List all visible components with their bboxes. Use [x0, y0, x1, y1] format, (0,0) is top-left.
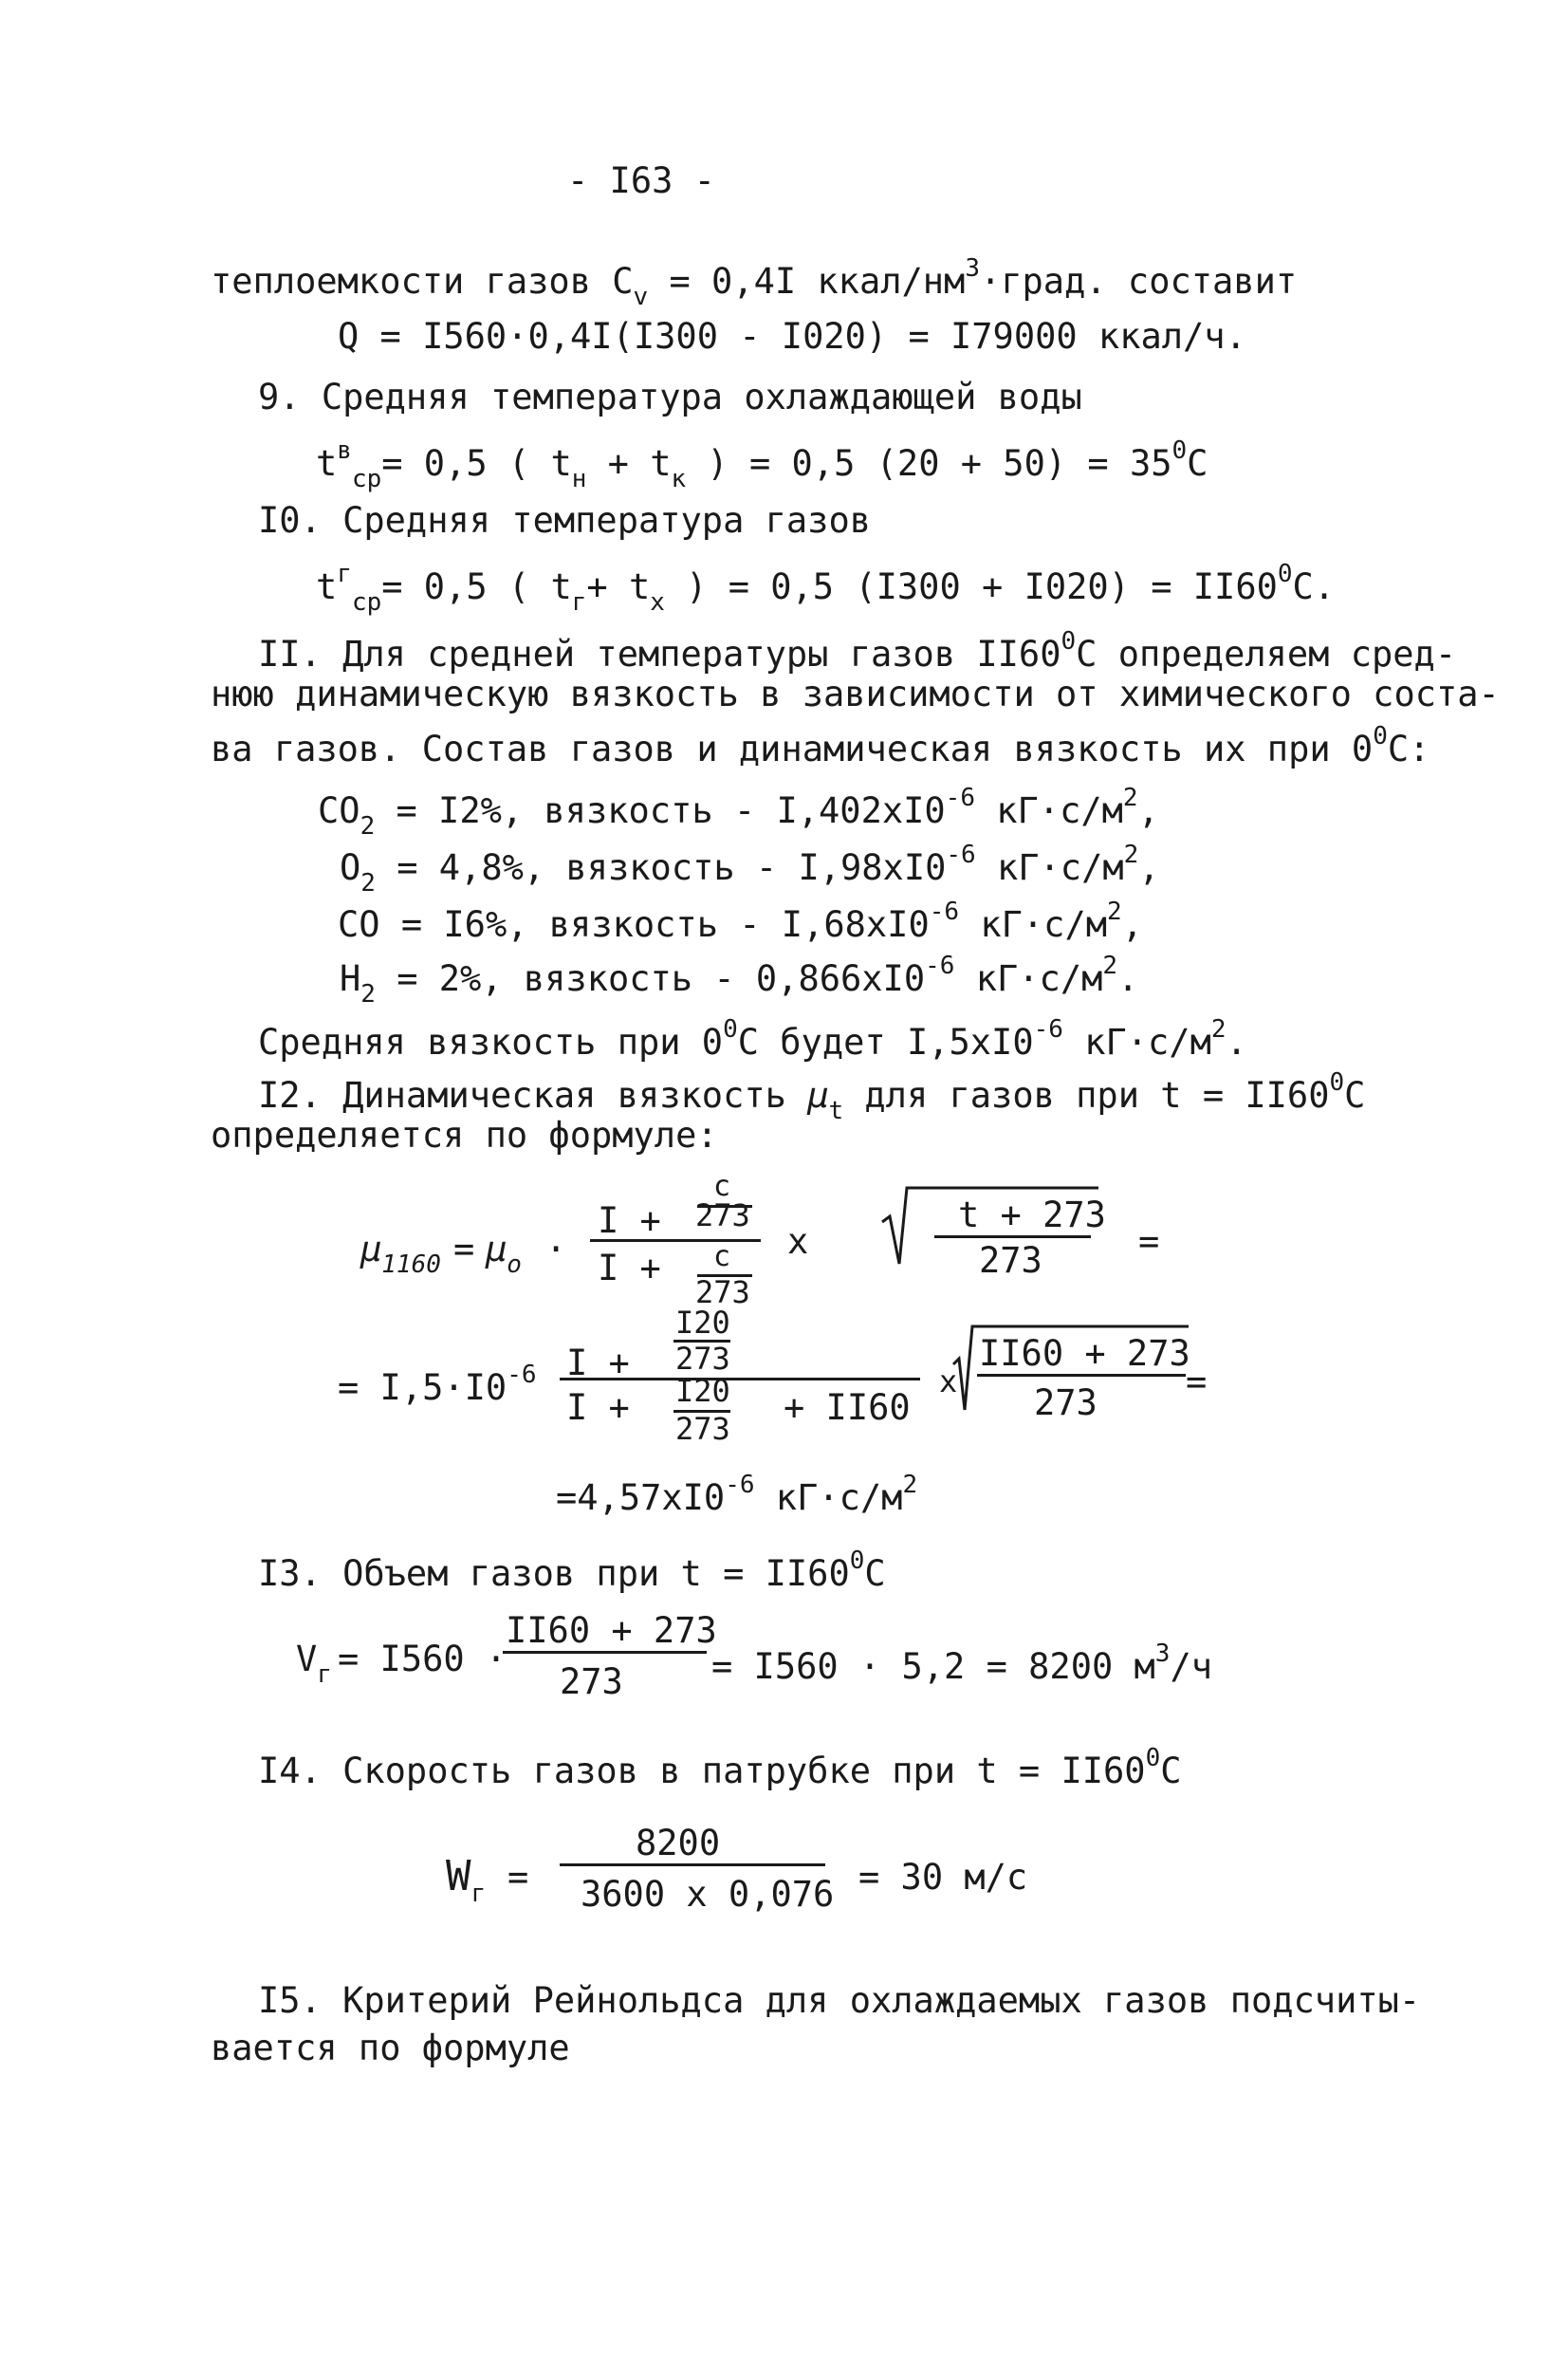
mu-symbol: μ: [360, 1229, 382, 1269]
f1-den-pre: I +: [598, 1248, 661, 1288]
gas-co2: [318, 786, 1159, 839]
superscript: -6: [507, 1361, 537, 1389]
superscript: 0: [723, 1015, 738, 1044]
superscript: 0: [1373, 722, 1388, 750]
text: = 0,4I ккал/нм: [648, 261, 966, 302]
formula-gas-temp: [316, 562, 1335, 615]
f2-rad-num: II60 + 273: [979, 1333, 1190, 1374]
text: ) = 0,5 (I300 + I020) = II60: [664, 566, 1278, 607]
superscript: -6: [925, 952, 955, 980]
text: С: [1344, 1075, 1366, 1116]
subscript: t: [828, 1097, 844, 1125]
f2-eq: =: [1186, 1362, 1208, 1402]
f1-main-bar: [590, 1239, 761, 1242]
f4-num: II60 + 273: [506, 1610, 717, 1651]
f2-den-273: 273: [675, 1411, 730, 1447]
text: кГ·с/м: [959, 904, 1107, 945]
item-10-heading: I0. Средняя температура газов: [258, 500, 872, 541]
subscript: н: [571, 465, 587, 493]
f5-eq: =: [507, 1857, 529, 1898]
item-15-line-2: вается по формуле: [211, 2028, 570, 2068]
subscript: к: [671, 465, 687, 493]
item-15-line-1: I5. Критерий Рейнольдса для охлаждаемых газов подсчиты-: [258, 1980, 1421, 2021]
page-number: - I63 -: [567, 160, 715, 201]
f2-num-273: 273: [675, 1341, 730, 1377]
text: Н: [340, 958, 361, 999]
f5-bar: [560, 1863, 825, 1866]
gas-o2: [340, 843, 1160, 896]
f4-b: [711, 1640, 1213, 1687]
superscript: 3: [1154, 1640, 1171, 1668]
text: С будет I,5хI0: [737, 1022, 1034, 1063]
f5-num: 8200: [636, 1823, 721, 1863]
subscript: г: [470, 1880, 487, 1908]
superscript: -6: [1033, 1015, 1063, 1044]
item-9-heading: 9. Средняя температура охлаждающей воды: [258, 377, 1082, 417]
f1-num-pre: I +: [598, 1200, 661, 1241]
f1-mu0: [486, 1229, 522, 1279]
mu-symbol: μ: [807, 1075, 829, 1116]
text: t: [316, 443, 338, 484]
subscript: г: [571, 588, 587, 617]
f1-rad-den: 273: [979, 1240, 1042, 1281]
text: Средняя вязкость при 0: [258, 1022, 724, 1063]
text: СО: [318, 790, 360, 831]
superscript: в: [337, 436, 352, 465]
text: = I6%, вязкость - I,68хI0: [379, 904, 930, 945]
text: = I,5·I0: [338, 1367, 507, 1408]
item-11-line-2: нюю динамическую вязкость в зависимости от химического соста-: [211, 674, 1500, 714]
superscript: -6: [929, 898, 960, 926]
text: С.: [1292, 566, 1336, 607]
superscript: 0: [1061, 627, 1077, 656]
text: V: [296, 1639, 318, 1679]
subscript: 1160: [381, 1251, 441, 1279]
superscript: 2: [1107, 898, 1122, 926]
text: С: [1160, 1751, 1182, 1791]
f4-den: 273: [560, 1661, 623, 1702]
text: С:: [1387, 729, 1430, 769]
f4-a: = I560 ·: [338, 1639, 507, 1679]
text: кГ·с/м: [974, 790, 1123, 831]
f2-times: х: [939, 1363, 958, 1399]
text: ва газов. Состав газов и динамическая вязкость их при 0: [211, 729, 1374, 769]
text: W: [446, 1852, 471, 1900]
f2-num-120: I20: [675, 1305, 730, 1341]
subscript: 2: [360, 980, 376, 1009]
superscript: 3: [965, 254, 980, 283]
f1-eq2: =: [1138, 1221, 1160, 1262]
text: ,: [1137, 790, 1159, 831]
item-14-heading: [258, 1744, 1182, 1791]
superscript: 0: [1277, 560, 1293, 588]
f1-dot: ·: [545, 1229, 567, 1269]
mean-viscosity-line: [258, 1015, 1247, 1063]
text: II. Для средней температуры газов II60: [258, 634, 1061, 675]
superscript: г: [337, 560, 352, 588]
text: I3. Объем газов при t = II60: [258, 1553, 850, 1594]
f2-den-pre: I +: [566, 1387, 630, 1428]
f2-main-bar: [560, 1378, 920, 1380]
subscript: 2: [360, 812, 376, 841]
text: кГ·с/м: [1062, 1022, 1211, 1063]
superscript: -6: [945, 784, 975, 812]
superscript: 0: [1329, 1068, 1345, 1097]
text: = 0,5 ( t: [381, 566, 572, 607]
text: СО: [338, 904, 380, 945]
formula-heat-q: Q = I560·0,4I(I300 - I020) = I79000 ккал/ч.: [338, 316, 1246, 357]
superscript: 0: [849, 1547, 865, 1575]
gas-h2: [340, 954, 1138, 1007]
text: ,: [1138, 847, 1160, 888]
f1-times: х: [787, 1221, 809, 1262]
text: теплоемкости газов С: [211, 261, 634, 302]
f2-rad-den: 273: [1034, 1382, 1098, 1423]
superscript: 2: [902, 1471, 918, 1499]
f1-lhs: [360, 1229, 441, 1279]
text: .: [1226, 1022, 1247, 1063]
text: + t: [586, 443, 672, 484]
f2-num-pre: I +: [566, 1343, 630, 1383]
subscript: г: [317, 1660, 332, 1689]
text: С: [864, 1553, 886, 1594]
f1-num-c: с: [713, 1170, 731, 1203]
f2-lead: [338, 1361, 537, 1408]
text: кГ·с/м: [954, 958, 1103, 999]
item-11-line-3: [211, 724, 1430, 767]
subscript: ср: [351, 588, 382, 617]
text: .: [1117, 958, 1139, 999]
text: = 4,8%, вязкость - I,98хI0: [375, 847, 947, 888]
text: ,: [1121, 904, 1143, 945]
f1-num-273: 273: [695, 1197, 750, 1233]
text: = I2%, вязкость - I,402хI0: [375, 790, 946, 831]
superscript: 2: [1210, 1015, 1227, 1044]
text: для газов при t = II60: [843, 1075, 1330, 1116]
superscript: -6: [725, 1471, 755, 1499]
text: I4. Скорость газов в патрубке при t = II60: [258, 1751, 1146, 1791]
superscript: 2: [1123, 841, 1139, 869]
text: =4,57хI0: [556, 1477, 726, 1518]
item-13-heading: [258, 1547, 886, 1594]
superscript: -6: [946, 841, 976, 869]
text: /ч: [1170, 1646, 1213, 1687]
text: ·град. составит: [979, 261, 1298, 302]
text: С: [1187, 443, 1208, 484]
text: = I560 · 5,2 = 8200 м: [711, 1646, 1155, 1687]
f2-rad-bar: [977, 1374, 1186, 1377]
f4-lhs: [296, 1641, 332, 1687]
text: + t: [586, 566, 651, 607]
f1-den-c: с: [713, 1240, 731, 1273]
text: О: [340, 847, 361, 888]
f1-rad-num: t + 273: [958, 1195, 1106, 1235]
text: I2. Динамическая вязкость: [258, 1075, 808, 1116]
gas-co: [338, 899, 1143, 953]
formula-water-temp: [316, 438, 1208, 491]
text: = 0,5 ( t: [381, 443, 572, 484]
superscript: 0: [1145, 1744, 1161, 1772]
text: кГ·с/м: [754, 1477, 903, 1518]
f5-rhs: = 30 м/с: [858, 1857, 1028, 1898]
subscript: х: [650, 588, 665, 617]
line-heat-capacity: [211, 256, 1297, 309]
f5-den: 3600 х 0,076: [581, 1874, 835, 1915]
text: ) = 0,5 (20 + 50) = 35: [686, 443, 1172, 484]
item-12-line-2: определяется по формуле:: [211, 1115, 718, 1156]
subscript: 2: [360, 869, 376, 898]
f2-den-120: I20: [675, 1373, 730, 1409]
superscript: 2: [1122, 784, 1138, 812]
f1-eq: =: [453, 1229, 475, 1269]
text: С определяем сред-: [1076, 634, 1457, 675]
superscript: 2: [1102, 952, 1118, 980]
f2-den-post: + II60: [784, 1387, 911, 1428]
item-11-line-1: [258, 627, 1457, 675]
text: t: [316, 566, 338, 607]
text: = 2%, вязкость - 0,866хI0: [375, 958, 926, 999]
subscript: ср: [351, 465, 382, 493]
f4-bar: [503, 1651, 707, 1654]
f1-rad-bar: [934, 1235, 1091, 1238]
subscript: o: [507, 1251, 522, 1279]
mu-symbol: μ: [486, 1229, 507, 1269]
text: кГ·с/м: [975, 847, 1124, 888]
superscript: 0: [1171, 436, 1188, 465]
f5-lhs: [446, 1852, 487, 1908]
f1-den-273: 273: [695, 1274, 750, 1310]
formula-viscosity-result: [556, 1471, 918, 1518]
subscript: v: [633, 283, 649, 311]
